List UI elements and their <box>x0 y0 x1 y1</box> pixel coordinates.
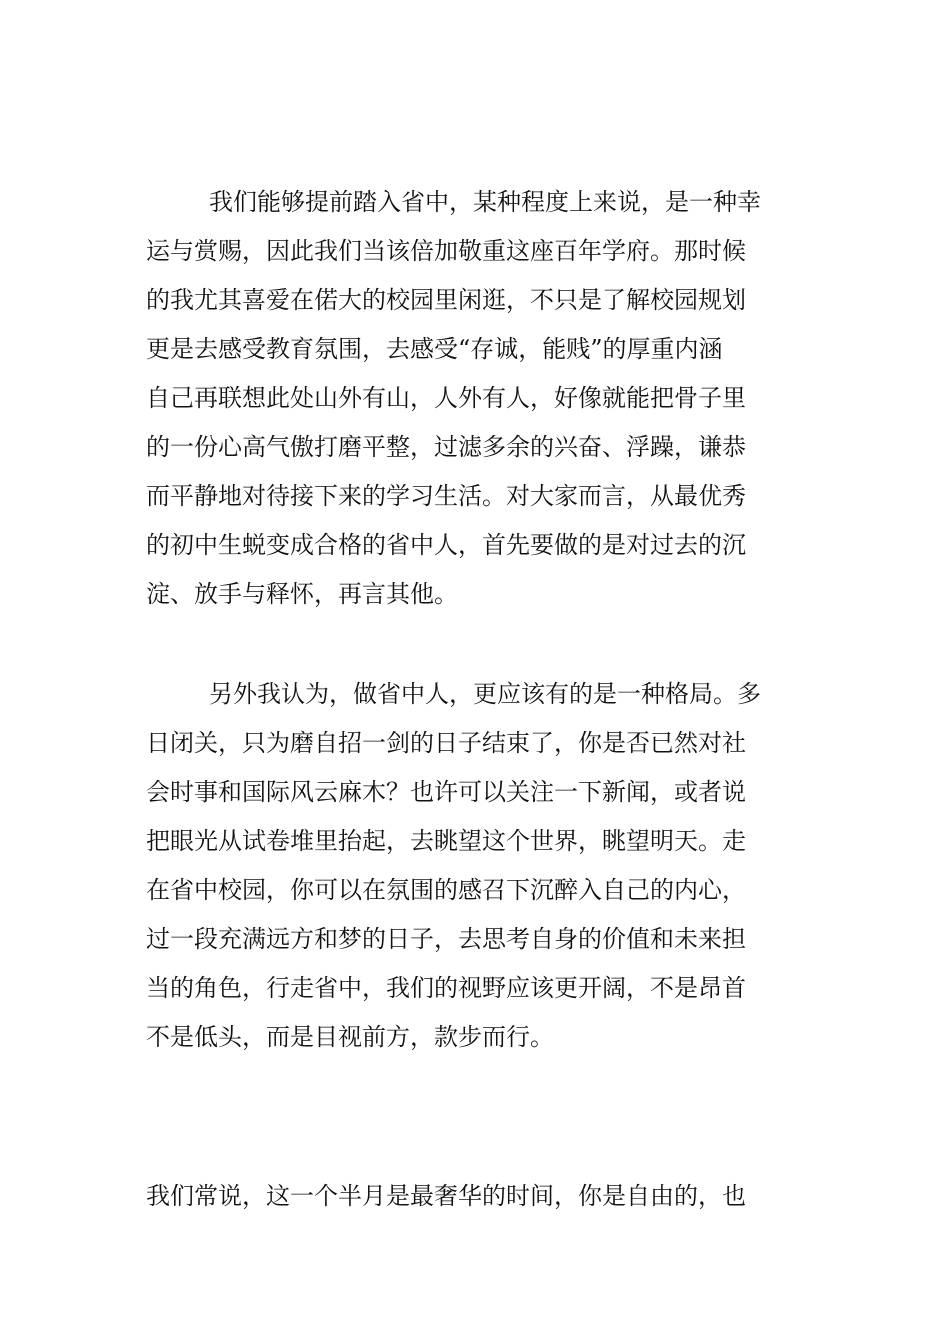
paragraph-line: 自己再联想此处山外有山，人外有人，好像就能把骨子里 <box>146 384 746 412</box>
paragraph-line: 的初中生蜕变成合格的省中人，首先要做的是对过去的沉 <box>146 531 746 559</box>
paragraph-line: 我们常说，这一个半月是最奢华的时间，你是自由的，也 <box>146 1182 746 1210</box>
paragraph-3 <box>146 1172 806 1221</box>
paragraph-line: 而平静地对待接下来的学习生活。对大家而言，从最优秀 <box>146 482 746 510</box>
paragraph-line: 日闭关，只为磨自招一剑的日子结束了，你是否已然对社 <box>146 729 746 757</box>
paragraph-line: 当的角色，行走省中，我们的视野应该更开阔，不是昂首 <box>146 974 746 1002</box>
paragraph-line: 过一段充满远方和梦的日子，去思考自身的价值和未来担 <box>146 925 746 953</box>
paragraph-line: 把眼光从试卷堆里抬起，去眺望这个世界，眺望明天。走 <box>146 827 746 855</box>
paragraph-line: 会时事和国际风云麻木？也许可以关注一下新闻，或者说 <box>146 778 746 806</box>
paragraph-line: 更是去感受教育氛围，去感受“存诚，能贱”的厚重内涵 <box>146 335 723 363</box>
paragraph-line: 的我尤其喜爱在偌大的校园里闲逛，不只是了解校园规划 <box>146 286 746 314</box>
paragraph-2 <box>146 670 806 1062</box>
paragraph-line: 淀、放手与释怀，再言其他。 <box>146 580 458 608</box>
paragraph-line: 我们能够提前踏入省中，某种程度上来说，是一种幸 <box>209 188 761 216</box>
paragraph-line: 的一份心高气傲打磨平整，过滤多余的兴奋、浮躁，谦恭 <box>146 433 746 461</box>
paragraph-line: 在省中校园，你可以在氛围的感召下沉醉入自己的内心， <box>146 876 746 904</box>
paragraph-line: 运与赏赐，因此我们当该倍加敬重这座百年学府。那时候 <box>146 237 746 265</box>
paragraph-1 <box>146 178 806 619</box>
paragraph-line: 不是低头，而是目视前方，款步而行。 <box>146 1023 554 1051</box>
paragraph-line: 另外我认为，做省中人，更应该有的是一种格局。多 <box>209 680 761 708</box>
